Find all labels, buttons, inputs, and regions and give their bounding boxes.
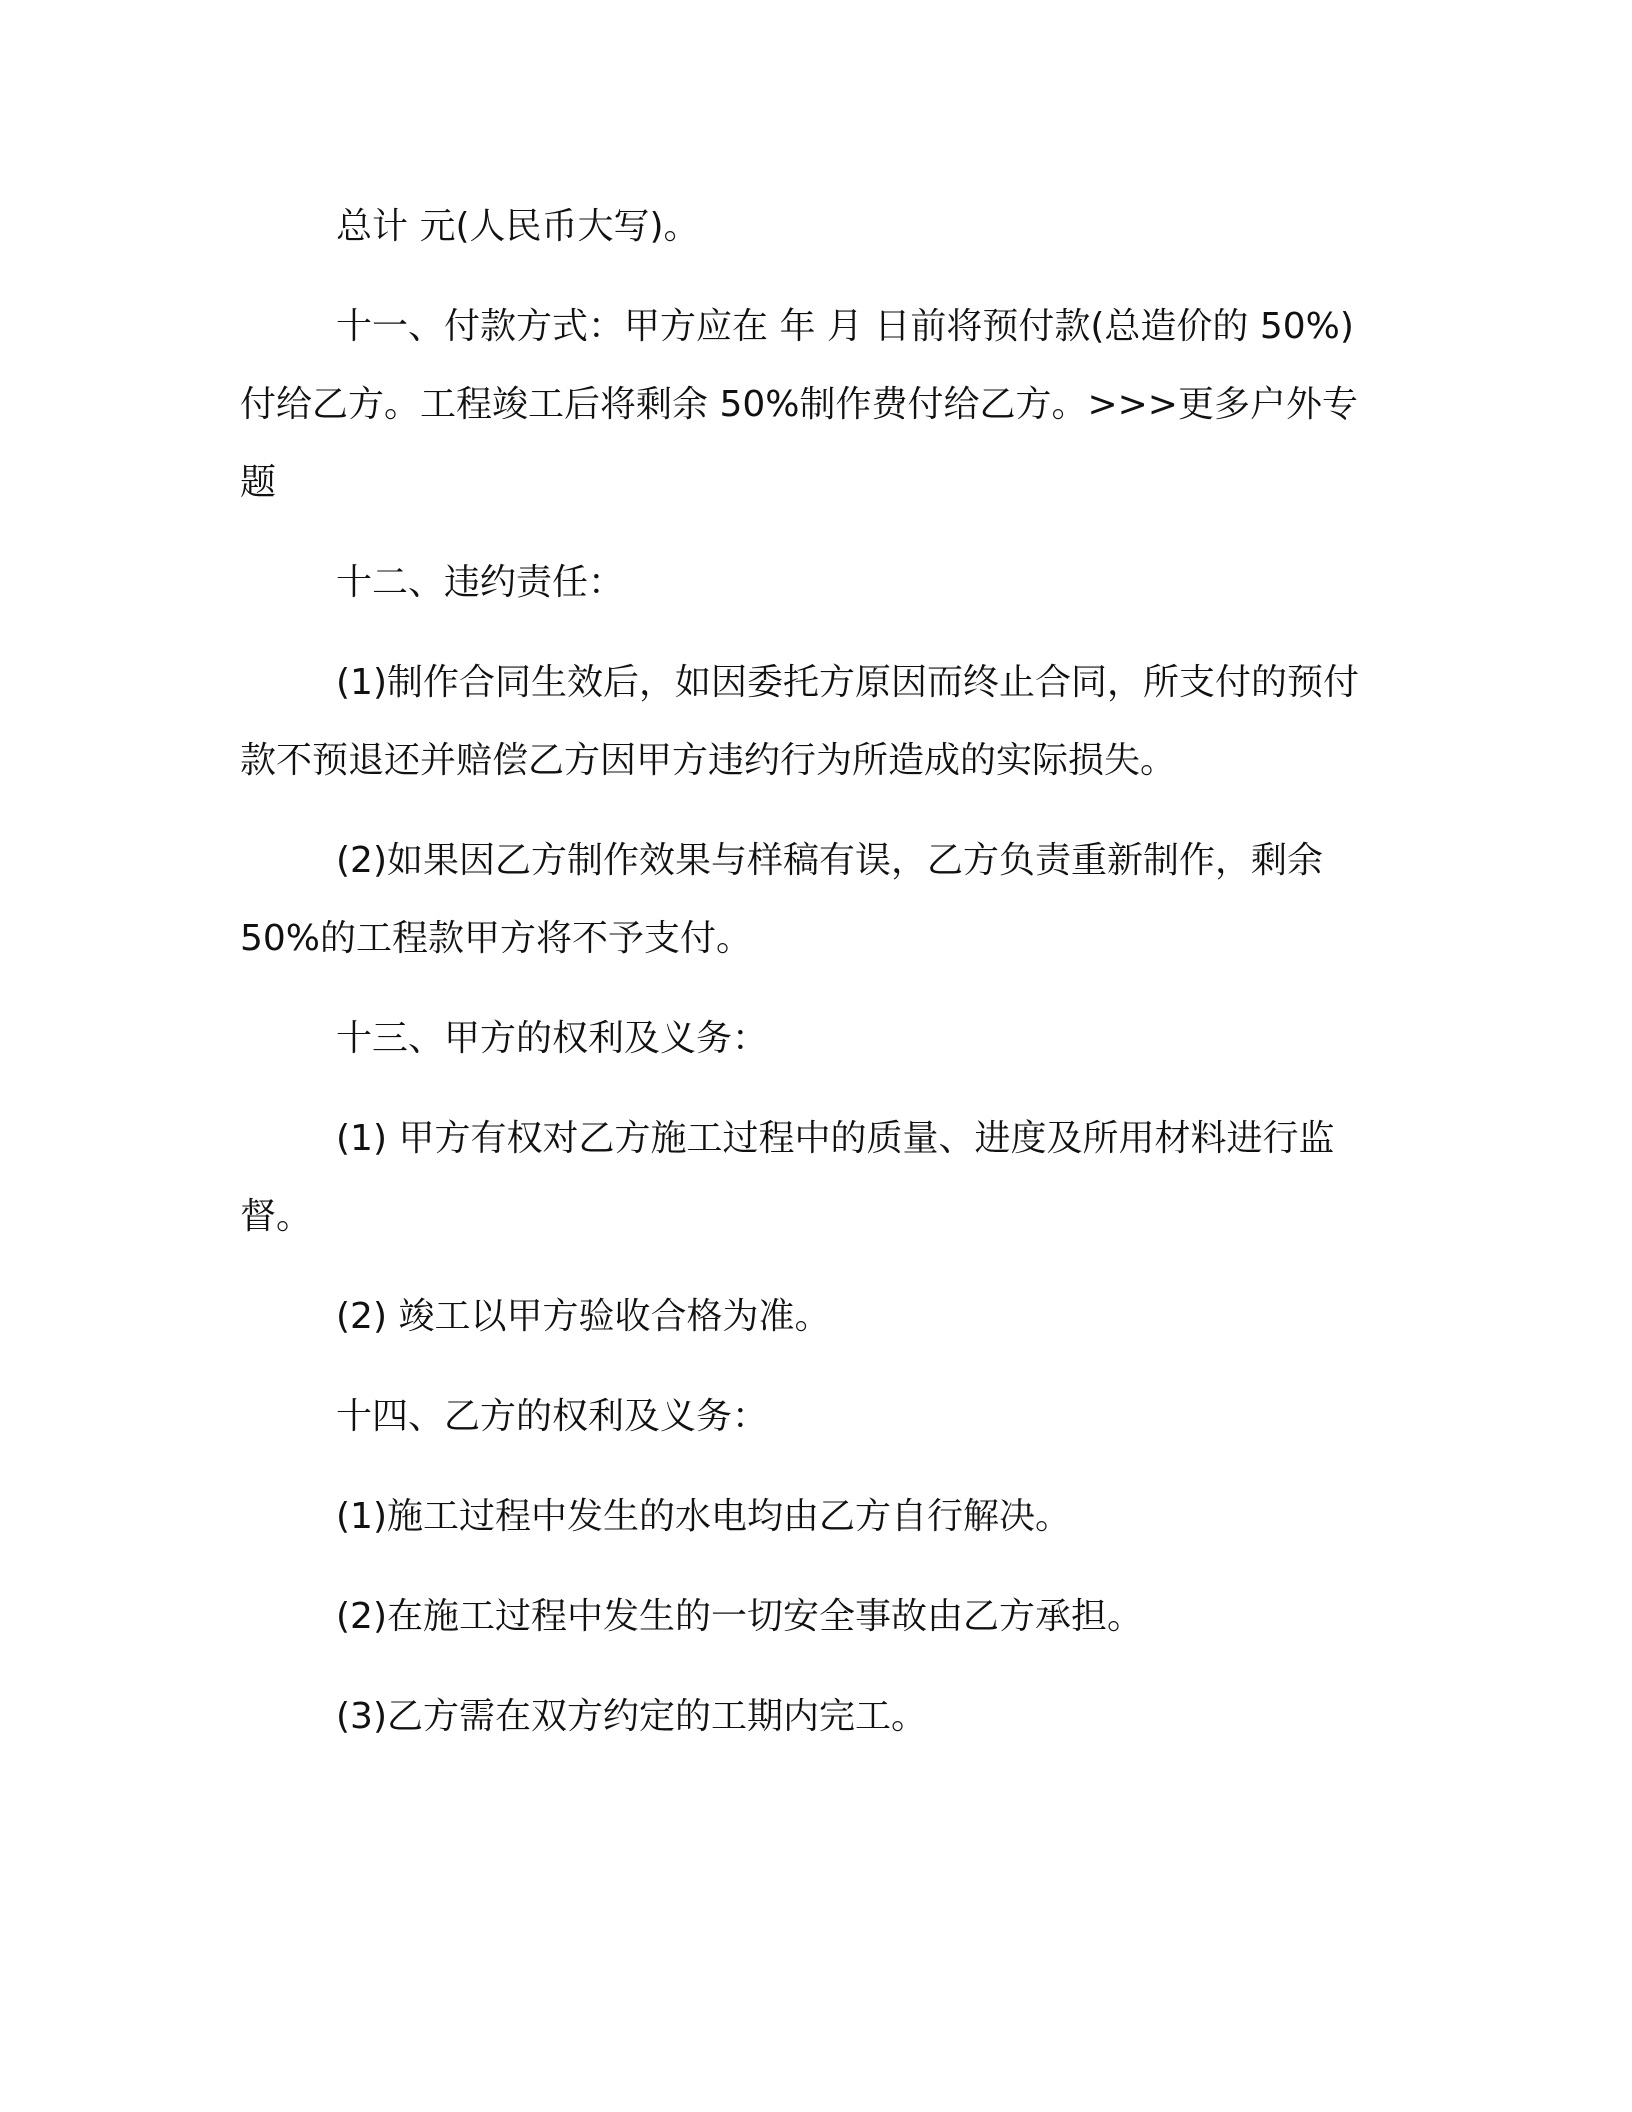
text-line: (1) 甲方有权对乙方施工过程中的质量、进度及所用材料进行监 bbox=[336, 1118, 1335, 1159]
paragraph-breach-2 bbox=[240, 822, 1400, 978]
paragraph-party-b-2 bbox=[240, 1578, 1400, 1656]
document-body bbox=[240, 188, 1400, 1778]
paragraph-party-b-3 bbox=[240, 1678, 1400, 1756]
text-line: 十三、甲方的权利及义务： bbox=[336, 1018, 769, 1059]
text-line: 付给乙方。工程竣工后将剩余 50%制作费付给乙方。>>>更多户外专 bbox=[240, 384, 1358, 425]
text-line: (3)乙方需在双方约定的工期内完工。 bbox=[336, 1696, 927, 1737]
paragraph-party-a-2 bbox=[240, 1278, 1400, 1356]
text-line: 50%的工程款甲方将不予支付。 bbox=[240, 918, 753, 959]
text-line: 总计 元(人民币大写)。 bbox=[336, 206, 700, 247]
paragraph-party-b-1 bbox=[240, 1478, 1400, 1556]
text-line: 款不预退还并赔偿乙方因甲方违约行为所造成的实际损失。 bbox=[240, 740, 1177, 781]
paragraph-breach-1 bbox=[240, 644, 1400, 800]
text-line: (1)施工过程中发生的水电均由乙方自行解决。 bbox=[336, 1496, 1071, 1537]
paragraph-total bbox=[240, 188, 1400, 266]
text-line: (2) 竣工以甲方验收合格为准。 bbox=[336, 1296, 831, 1337]
text-line: (2)如果因乙方制作效果与样稿有误，乙方负责重新制作，剩余 bbox=[336, 840, 1323, 881]
text-line: 十四、乙方的权利及义务： bbox=[336, 1396, 769, 1437]
paragraph-party-a-heading bbox=[240, 1000, 1400, 1078]
text-line: 督。 bbox=[240, 1196, 313, 1237]
text-line: 十一、付款方式：甲方应在 年 月 日前将预付款(总造价的 50%) bbox=[336, 306, 1354, 347]
paragraph-party-b-heading bbox=[240, 1378, 1400, 1456]
text-line: 十二、违约责任： bbox=[336, 562, 625, 603]
text-line: (2)在施工过程中发生的一切安全事故由乙方承担。 bbox=[336, 1596, 1143, 1637]
text-line: (1)制作合同生效后，如因委托方原因而终止合同，所支付的预付 bbox=[336, 662, 1359, 703]
paragraph-breach-heading bbox=[240, 544, 1400, 622]
text-line: 题 bbox=[240, 462, 277, 503]
paragraph-payment-method bbox=[240, 288, 1400, 522]
paragraph-party-a-1 bbox=[240, 1100, 1400, 1256]
